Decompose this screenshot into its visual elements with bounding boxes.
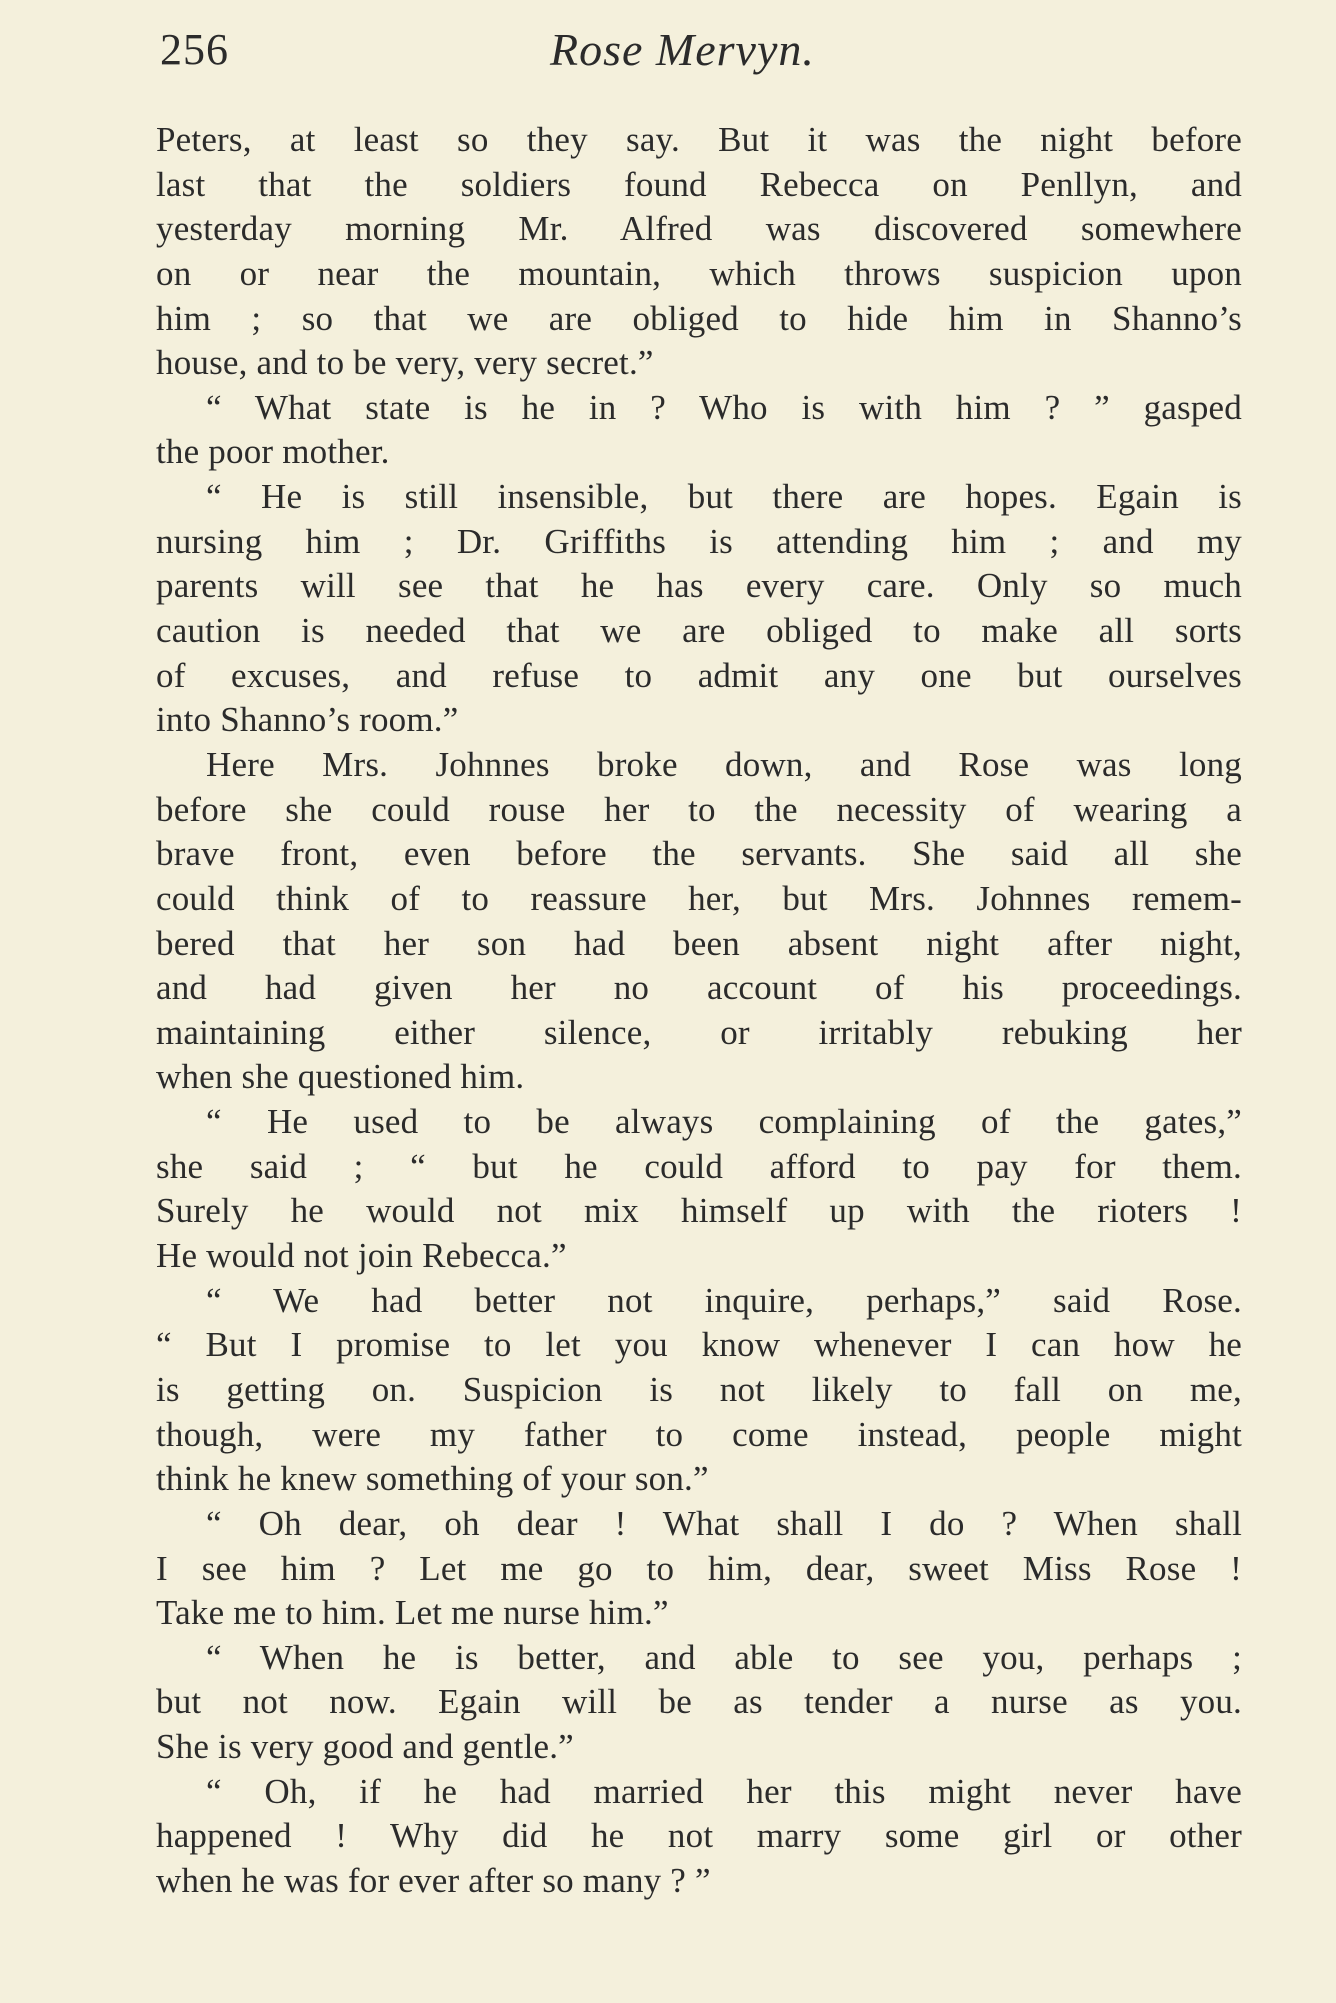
text-line: “ But I promise to let you know whenever I can how he: [156, 1325, 1242, 1365]
text-line: yesterday morning Mr. Alfred was discovered somewhere: [156, 209, 1242, 249]
text-line: think he knew something of your son.”: [156, 1459, 709, 1499]
text-line: before she could rouse her to the necessity of wearing a: [156, 789, 1242, 829]
text-line: happened ! Why did he not marry some girl or other: [156, 1816, 1242, 1856]
running-title: Rose Mervyn.: [550, 24, 815, 75]
text-line: “ Oh dear, oh dear ! What shall I do ? When shall: [206, 1503, 1242, 1543]
text-line: “ When he is better, and able to see you, perhaps ;: [206, 1637, 1242, 1677]
text-line: last that the soldiers found Rebecca on Penllyn, and: [156, 164, 1242, 204]
text-line: house, and to be very, very secret.”: [156, 343, 654, 383]
text-line: I see him ? Let me go to him, dear, sweet Miss Rose !: [156, 1548, 1242, 1588]
text-line: “ What state is he in ? Who is with him ? ” gasped: [206, 387, 1242, 427]
body-text: [156, 118, 1242, 1904]
text-line: the poor mother.: [156, 432, 390, 472]
text-line: and had given her no account of his proceedings.: [156, 968, 1242, 1008]
text-line: but not now. Egain will be as tender a nurse as you.: [156, 1682, 1242, 1722]
text-line: Here Mrs. Johnnes broke down, and Rose was long: [206, 744, 1242, 784]
text-line: when she questioned him.: [156, 1057, 525, 1097]
text-line: She is very good and gentle.”: [156, 1727, 574, 1767]
text-line: maintaining either silence, or irritably rebuking her: [156, 1012, 1242, 1052]
text-line: into Shanno’s room.”: [156, 700, 459, 740]
running-head: [160, 20, 1240, 80]
page-number: 256: [160, 25, 229, 74]
text-line: “ We had better not inquire, perhaps,” said Rose.: [206, 1280, 1242, 1320]
text-line: He would not join Rebecca.”: [156, 1236, 567, 1276]
text-line: Take me to him. Let me nurse him.”: [156, 1593, 669, 1633]
text-line: bered that her son had been absent night after night,: [156, 923, 1242, 963]
text-line: parents will see that he has every care. Only so much: [156, 566, 1242, 606]
text-line: is getting on. Suspicion is not likely to fall on me,: [156, 1369, 1242, 1409]
text-line: brave front, even before the servants. She said all she: [156, 834, 1242, 874]
text-line: she said ; “ but he could afford to pay for them.: [156, 1146, 1242, 1186]
text-line: nursing him ; Dr. Griffiths is attending him ; and my: [156, 521, 1242, 561]
text-line: caution is needed that we are obliged to make all sorts: [156, 611, 1242, 651]
text-line: him ; so that we are obliged to hide him in Shanno’s: [156, 298, 1242, 338]
text-line: on or near the mountain, which throws suspicion upon: [156, 253, 1242, 293]
text-line: when he was for ever after so many ? ”: [156, 1860, 711, 1900]
text-line: could think of to reassure her, but Mrs. Johnnes remem-: [156, 878, 1242, 918]
text-line: though, were my father to come instead, people might: [156, 1414, 1242, 1454]
text-line: Peters, at least so they say. But it was the night before: [156, 120, 1242, 159]
text-line: of excuses, and refuse to admit any one but ourselves: [156, 655, 1242, 695]
text-line: Surely he would not mix himself up with the rioters !: [156, 1191, 1242, 1231]
text-line: “ He is still insensible, but there are hopes. Egain is: [206, 477, 1242, 517]
text-line: “ He used to be always complaining of the gates,”: [206, 1102, 1242, 1142]
text-line: “ Oh, if he had married her this might never have: [206, 1771, 1242, 1811]
